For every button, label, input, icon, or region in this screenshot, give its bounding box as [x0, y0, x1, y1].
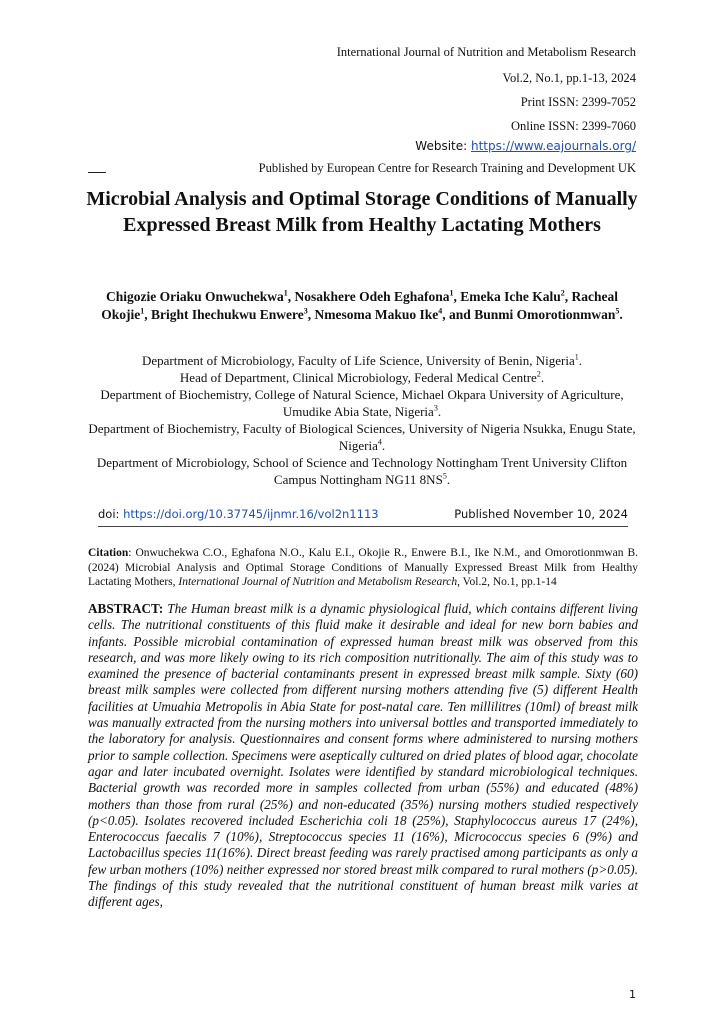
citation-tail: , Vol.2, No.1, pp.1-14 — [457, 576, 557, 589]
affiliation-text: Head of Department, Clinical Microbiology, Federal Medical Centre — [179, 370, 537, 385]
author-affiliation-mark: 1 — [283, 288, 288, 298]
affiliation-end: . — [578, 353, 582, 368]
citation-label: Citation — [88, 547, 129, 559]
author-name: Bright Ihechukwu Enwere — [151, 307, 304, 322]
doi-link[interactable]: https://doi.org/10.37745/ijnmr.16/vol2n1113 — [123, 507, 379, 521]
affiliation-text: Department of Microbiology, Faculty of Life Science, University of Benin, Nigeria — [142, 353, 575, 368]
abstract-label: ABSTRACT: — [88, 601, 164, 616]
citation-journal: International Journal of Nutrition and Metabolism Research — [178, 576, 458, 589]
author-list — [90, 288, 634, 324]
affiliation-item — [86, 454, 638, 488]
author-name: Nmesoma Makuo Ike — [314, 307, 439, 322]
affiliation-mark: 5 — [442, 471, 447, 481]
print-issn: Print ISSN: 2399-7052 — [520, 95, 636, 109]
affiliation-end: . — [446, 472, 451, 487]
affiliation-item — [86, 420, 638, 454]
affiliation-item — [86, 386, 638, 420]
abstract-text: The Human breast milk is a dynamic physiological fluid, which contains different living cells. The nutritional constituents of this fluid make it desirable and ideal for new born babies and infants. Possible microbial contamination of expressed human breast milk was observed from this research, and was more likely owing to its rich composition nutritionally. The aim of this study was to examined the presence of bacterial contaminants present in expressed breast milk sample. Sixty (60) breast milk samples were collected from different nursing mothers attending five (5) different Health facilities at Umuahia Metropolis in Abia State for post-natal care. Ten millilitres (10ml) of breast milk was manually extracted from the nursing mothers into universal bottles and transported immediately to the laboratory for analysis. Questionnaires and consent forms where administered to nursing mothers prior to sample collection. Specimens were aseptically cultured on dried plates of blood agar, chocolate agar and later incubated overnight. Isolates were identified by standard microbiological techniques. Bacterial growth was recorded more in samples collected from urban (55%) and educated (48%) mothers than those from rural (25%) and non-educated (35%) nursing mothers studied respectively (p<0.05). Isolates recovered included Escherichia coli 18 (25%), Staphylococcus aureus 17 (24%), Enterococcus faecalis 7 (10%), Streptococcus species 11 (16%), Micrococcus species 6 (9%) and Lactobacillus species 11(16%). Direct breast feeding was rarely practised among participants as only a few urban mothers (10%) neither expressed nor stored breast milk compared to rural mothers (p>0.05). The findings of this study revealed that the nutritional constituent of human breast milk varies at different ages, — [88, 601, 638, 910]
affiliation-end: . — [540, 370, 545, 385]
author-separator: , and — [442, 307, 475, 322]
website-label: Website: — [415, 139, 471, 153]
affiliation-text: Department of Biochemistry, College of Natural Science, Michael Okpara University of Agriculture, Umudike Abia State, Nigeria — [100, 387, 624, 419]
affiliation-mark: 3 — [433, 403, 438, 413]
affiliation-end: . — [437, 404, 442, 419]
affiliation-mark: 4 — [377, 437, 382, 447]
author-separator: . — [619, 307, 623, 322]
page-number: 1 — [629, 988, 636, 1001]
author-affiliation-mark: 3 — [303, 306, 308, 316]
website-row — [415, 138, 636, 154]
author-separator: , — [307, 307, 315, 322]
author-name: Chigozie Oriaku Onwuchekwa — [105, 289, 284, 304]
author-separator: , — [144, 307, 152, 322]
author-separator: , — [564, 289, 572, 304]
author-separator: , — [453, 289, 461, 304]
author-name: Racheal Okojie — [101, 289, 619, 322]
affiliation-end: . — [381, 438, 386, 453]
website-link[interactable]: https://www.eajournals.org/ — [471, 139, 636, 153]
author-affiliation-mark: 1 — [140, 306, 145, 316]
doi-label: doi: — [98, 507, 124, 521]
author-affiliation-mark: 5 — [615, 306, 620, 316]
citation-text: : Onwuchekwa C.O., Eghafona N.O., Kalu E.I., Okojie R., Enwere B.I., Ike N.M., and Omorotionmwan B. (2024) Microbial Analysis and Optimal Storage Conditions of Manually Expressed Breast Milk from Healthy Lactating Mothers, — [88, 547, 638, 589]
online-issn: Online ISSN: 2399-7060 — [511, 119, 636, 133]
affiliation-text: Department of Biochemistry, Faculty of Biological Sciences, University of Nigeria Nsukka, Enugu State, Nigeria — [88, 421, 636, 453]
author-separator: , — [287, 289, 295, 304]
affiliation-item — [86, 352, 638, 369]
affiliation-list — [86, 352, 638, 488]
volume-info: Vol.2, No.1, pp.1-13, 2024 — [502, 71, 636, 85]
abstract-block — [88, 601, 638, 911]
author-name: Nosakhere Odeh Eghafona — [294, 289, 450, 304]
author-affiliation-mark: 2 — [560, 288, 565, 298]
affiliation-item — [86, 369, 638, 386]
author-affiliation-mark: 4 — [438, 306, 443, 316]
published-date: Published November 10, 2024 — [454, 507, 628, 521]
header-rule — [88, 172, 106, 173]
journal-name: International Journal of Nutrition and Metabolism Research — [336, 45, 636, 59]
author-name: Emeka Iche Kalu — [460, 289, 561, 304]
author-affiliation-mark: 1 — [449, 288, 454, 298]
affiliation-text: Department of Microbiology, School of Science and Technology Nottingham Trent University Clifton Campus Nottingham NG11 8NS — [96, 455, 628, 487]
doi-row — [98, 506, 628, 522]
affiliation-mark: 1 — [574, 352, 579, 362]
affiliation-mark: 2 — [536, 369, 541, 379]
author-name: Bunmi Omorotionmwan — [474, 307, 616, 322]
paper-title: Microbial Analysis and Optimal Storage Conditions of Manually Expressed Breast Milk from Healthy Lactating Mothers — [86, 188, 638, 236]
doi-rule — [98, 526, 628, 527]
publisher-line: Published by European Centre for Research Training and Development UK — [258, 161, 636, 175]
citation-block — [88, 546, 638, 590]
